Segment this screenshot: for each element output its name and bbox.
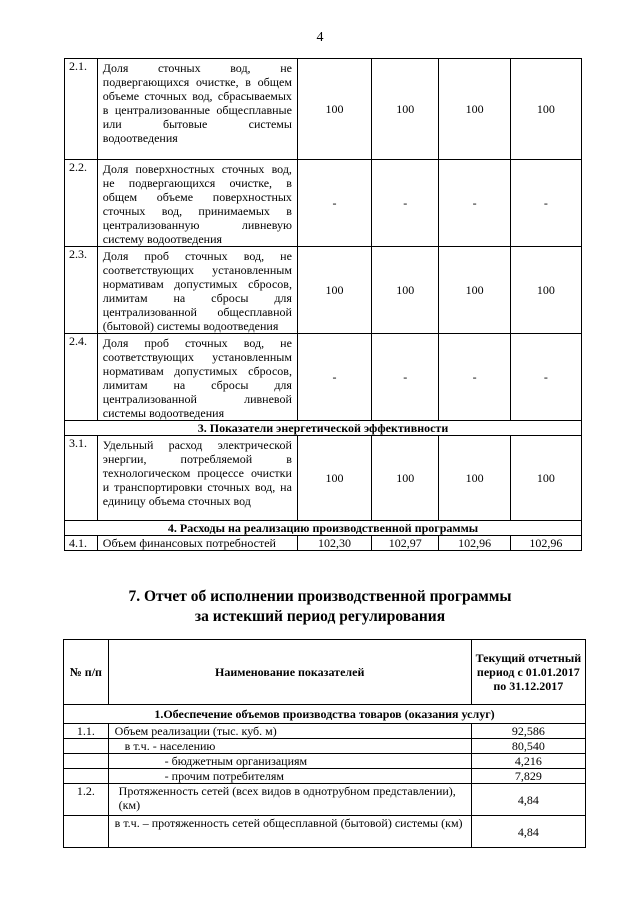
- row-number: 4.1.: [65, 536, 98, 551]
- value-cell: -: [439, 334, 510, 421]
- section-title: 1.Обеспечение объемов производства товаров (оказания услуг): [64, 705, 586, 724]
- report-table: [63, 639, 586, 848]
- indicator-name: Доля проб сточных вод, не соответствующих установленным нормативам допустимых сбросов, лимитам на сбросы для централизованной ливневой системы водоотведения: [97, 334, 297, 421]
- value-cell: 100: [510, 59, 581, 160]
- heading-line: за истекший период регулирования: [194, 608, 446, 625]
- row-number: [64, 769, 109, 784]
- table-row: [65, 334, 582, 421]
- table-row: [65, 536, 582, 551]
- column-header: Текущий отчетный период с 01.01.2017 по 31.12.2017: [471, 640, 585, 705]
- value-cell: -: [297, 160, 371, 247]
- value-cell: 4,84: [471, 784, 585, 816]
- value-cell: 100: [439, 436, 510, 521]
- value-cell: 100: [372, 247, 439, 334]
- value-cell: 100: [372, 59, 439, 160]
- row-number: 1.2.: [64, 784, 109, 816]
- value-cell: 4,216: [471, 754, 585, 769]
- page-number: 4: [316, 30, 324, 45]
- value-cell: -: [372, 160, 439, 247]
- row-number: [64, 754, 109, 769]
- indicator-name: Доля сточных вод, не подвергающихся очистке, в общем объеме сточных вод, сбрасываемых в централизованные общесплавные или бытовые системы водоотведения: [97, 59, 297, 160]
- table-row: [64, 724, 586, 739]
- value-cell: 100: [297, 247, 371, 334]
- table-row: [65, 247, 582, 334]
- value-cell: 102,97: [372, 536, 439, 551]
- indicator-name: Протяженность сетей (всех видов в однотрубном представлении), (км): [108, 784, 471, 816]
- indicator-name: Объем финансовых потребностей: [97, 536, 297, 551]
- indicator-name: в т.ч. – протяженность сетей общесплавной (бытовой) системы (км): [108, 816, 471, 848]
- section-title: 3. Показатели энергетической эффективности: [65, 421, 582, 436]
- indicator-name: Объем реализации (тыс. куб. м): [108, 724, 471, 739]
- value-cell: -: [372, 334, 439, 421]
- value-cell: 102,30: [297, 536, 371, 551]
- value-cell: -: [439, 160, 510, 247]
- table-row: [64, 784, 586, 816]
- value-cell: 100: [439, 247, 510, 334]
- value-cell: 92,586: [471, 724, 585, 739]
- value-cell: -: [510, 160, 581, 247]
- row-number: 2.2.: [65, 160, 98, 247]
- section-row: [65, 421, 582, 436]
- section-row: [64, 705, 586, 724]
- heading-line: 7. Отчет об исполнении производственной программы: [128, 588, 512, 605]
- value-cell: 100: [372, 436, 439, 521]
- value-cell: 100: [439, 59, 510, 160]
- column-header: Наименование показателей: [108, 640, 471, 705]
- indicator-name: - прочим потребителям: [108, 769, 471, 784]
- row-number: 3.1.: [65, 436, 98, 521]
- value-cell: 100: [510, 247, 581, 334]
- indicator-name: - бюджетным организациям: [108, 754, 471, 769]
- indicators-table: [64, 58, 582, 551]
- row-number: [64, 739, 109, 754]
- value-cell: 4,84: [471, 816, 585, 848]
- value-cell: 7,829: [471, 769, 585, 784]
- table-row: [64, 739, 586, 754]
- value-cell: -: [297, 334, 371, 421]
- value-cell: -: [510, 334, 581, 421]
- header-row: [64, 640, 586, 705]
- value-cell: 100: [297, 59, 371, 160]
- table-row: [65, 436, 582, 521]
- section-heading: [0, 587, 640, 627]
- table-row: [65, 59, 582, 160]
- indicator-name: Доля поверхностных сточных вод, не подвергающихся очистке, в общем объеме поверхностных сточных вод, принимаемых в централизованную ливневую систему водоотведения: [97, 160, 297, 247]
- row-number: 2.4.: [65, 334, 98, 421]
- column-header: № п/п: [64, 640, 109, 705]
- row-number: 1.1.: [64, 724, 109, 739]
- value-cell: 102,96: [510, 536, 581, 551]
- row-number: 2.1.: [65, 59, 98, 160]
- indicator-name: в т.ч. - населению: [108, 739, 471, 754]
- table-row: [64, 816, 586, 848]
- table-row: [65, 160, 582, 247]
- section-title: 4. Расходы на реализацию производственной программы: [65, 521, 582, 536]
- value-cell: 100: [297, 436, 371, 521]
- row-number: 2.3.: [65, 247, 98, 334]
- table-row: [64, 754, 586, 769]
- value-cell: 100: [510, 436, 581, 521]
- indicator-name: Доля проб сточных вод, не соответствующих установленным нормативам допустимых сбросов, лимитам на сбросы для централизованной общесплавной (бытовой) системы водоотведения: [97, 247, 297, 334]
- value-cell: 102,96: [439, 536, 510, 551]
- row-number: [64, 816, 109, 848]
- indicator-name: Удельный расход электрической энергии, потребляемой в технологическом процессе очистки и транспортировки сточных вод, на единицу объема сточных вод: [97, 436, 297, 521]
- section-row: [65, 521, 582, 536]
- value-cell: 80,540: [471, 739, 585, 754]
- table-row: [64, 769, 586, 784]
